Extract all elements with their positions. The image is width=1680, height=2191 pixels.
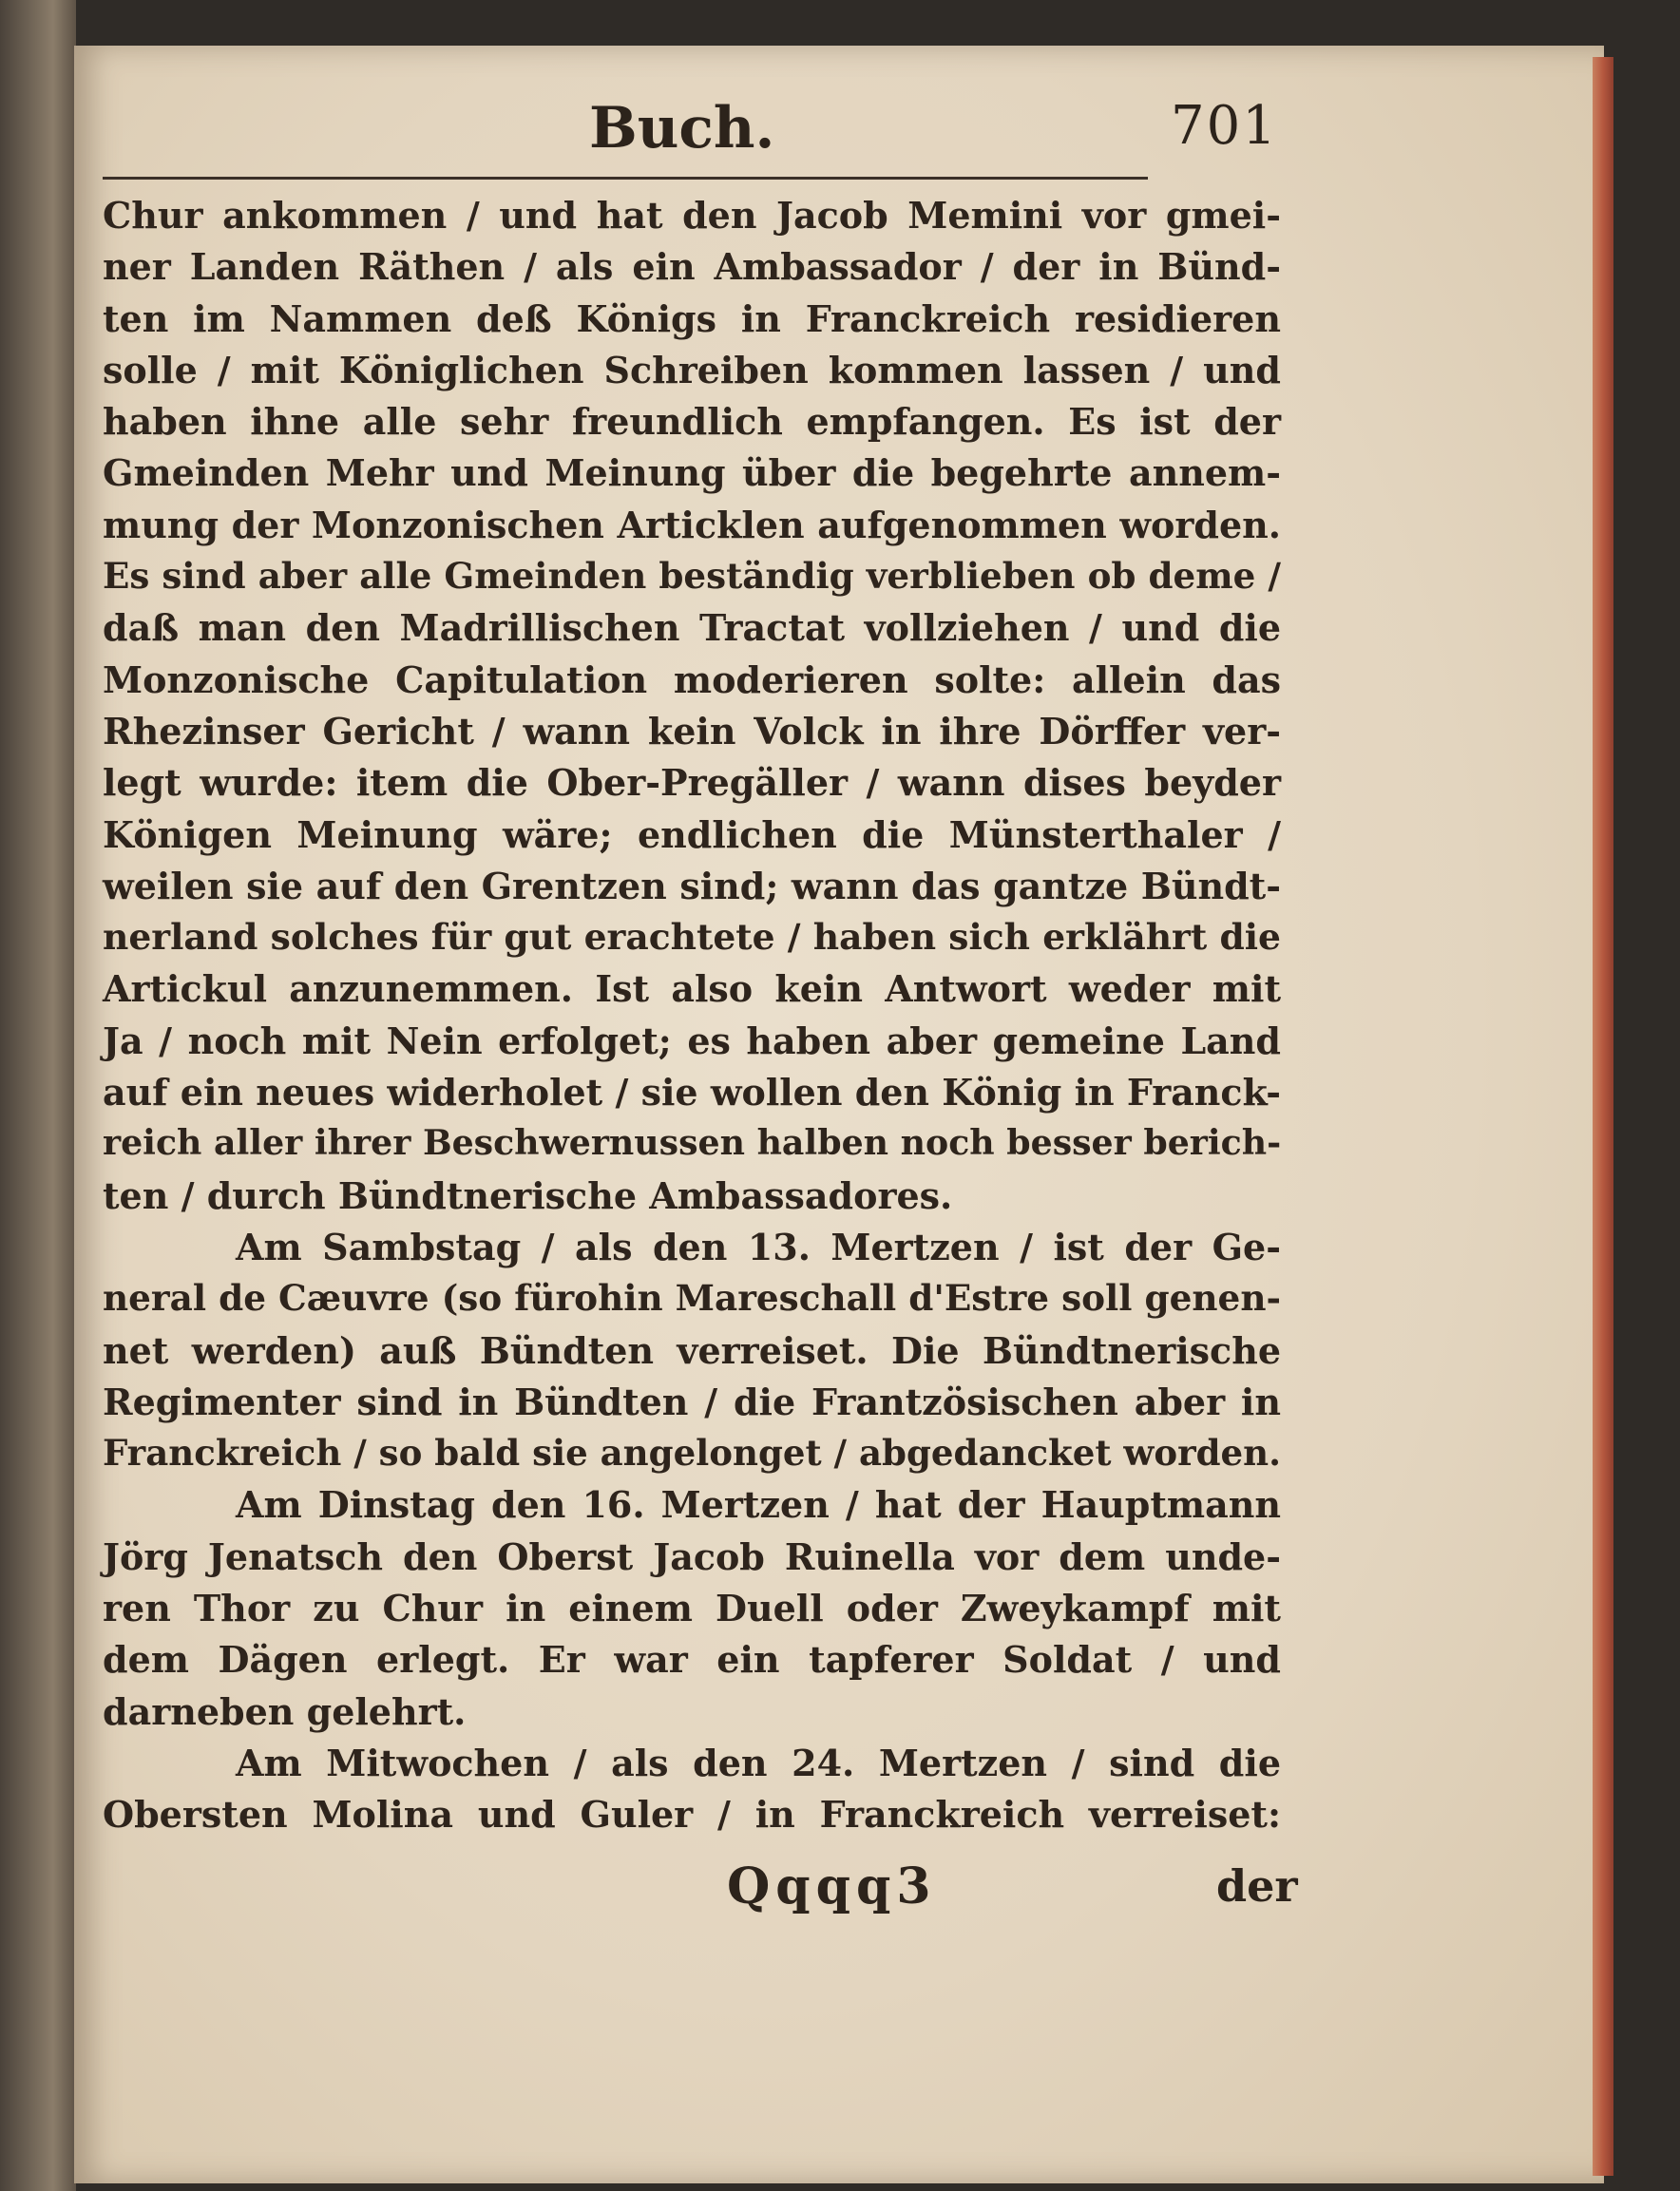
- header-rule: [103, 177, 1148, 180]
- running-head: Buch.: [589, 95, 775, 162]
- text-line: Monzonische Capitulation moderieren solte: allein das: [103, 657, 1281, 701]
- text-line: ren Thor zu Chur in einem Duell oder Zweykampf mit: [103, 1587, 1281, 1630]
- text-line: Es sind aber alle Gmeinden beständig verblieben ob deme /: [103, 555, 1281, 598]
- text-line: darneben gelehrt.: [103, 1689, 467, 1733]
- text-line: Königen Meinung wäre; endlichen die Münsterthaler /: [103, 812, 1281, 856]
- body-text: [103, 194, 1281, 1845]
- text-line: nerland solches für gut erachtete / haben sich erklährt die: [103, 916, 1281, 959]
- text-line: ner Landen Räthen / als ein Ambassador / der in Bünd-: [103, 245, 1281, 289]
- text-line: Ja / noch mit Nein erfolget; es haben aber gemeine Land: [103, 1019, 1281, 1062]
- text-line: Am Mitwochen / als den 24. Mertzen / sind die: [236, 1741, 1281, 1784]
- text-line: Obersten Molina und Guler / in Franckreich verreiset:: [103, 1793, 1281, 1837]
- text-line: Rhezinser Gericht / wann kein Volck in ihre Dörffer ver-: [103, 709, 1281, 753]
- text-line: legt wurde: item die Ober-Pregäller / wann dises beyder: [103, 761, 1281, 805]
- red-page-edge: [1593, 57, 1613, 2176]
- text-line: Regimenter sind in Bündten / die Frantzösischen aber in: [103, 1380, 1281, 1423]
- page-number: 701: [1171, 95, 1278, 157]
- text-line: net werden) auß Bündten verreiset. Die Bündtnerische: [103, 1328, 1281, 1372]
- text-line: Franckreich / so bald sie angelonget / abgedancket worden.: [103, 1432, 1282, 1475]
- text-line: Am Sambstag / als den 13. Mertzen / ist der Ge-: [236, 1225, 1281, 1268]
- text-line: solle / mit Königlichen Schreiben kommen lassen / und: [103, 348, 1281, 391]
- text-line: ten im Nammen deß Königs in Franckreich residieren: [103, 296, 1281, 340]
- text-line: dem Dägen erlegt. Er war ein tapferer Soldat / und: [103, 1638, 1281, 1682]
- text-line: reich aller ihrer Beschwernussen halben noch besser berich-: [103, 1122, 1282, 1164]
- text-line: Artickul anzunemmen. Ist also kein Antwort weder mit: [103, 967, 1281, 1011]
- catchword: der: [1216, 1860, 1298, 1912]
- text-line: Gmeinden Mehr und Meinung über die begehrte annem-: [103, 451, 1281, 495]
- text-line: haben ihne alle sehr freundlich empfangen. Es ist der: [103, 400, 1281, 444]
- text-line: ten / durch Bündtnerische Ambassadores.: [103, 1173, 953, 1217]
- text-line: Chur ankommen / und hat den Jacob Memini vor gmei-: [103, 194, 1281, 237]
- text-line: Am Dinstag den 16. Mertzen / hat der Hauptmann: [236, 1483, 1281, 1527]
- text-line: neral de Cæuvre (so fürohin Mareschall d'Estre soll genen-: [103, 1277, 1281, 1320]
- signature-mark: Qqqq3: [727, 1858, 937, 1915]
- text-line: auf ein neues widerholet / sie wollen den König in Franck-: [103, 1071, 1281, 1115]
- text-line: weilen sie auf den Grentzen sind; wann das gantze Bündt-: [103, 864, 1281, 907]
- facing-page-edge: [0, 0, 76, 2191]
- text-line: daß man den Madrillischen Tractat vollziehen / und die: [103, 606, 1281, 650]
- text-line: Jörg Jenatsch den Oberst Jacob Ruinella vor dem unde-: [103, 1534, 1281, 1578]
- text-line: mung der Monzonischen Articklen aufgenommen worden.: [103, 503, 1281, 546]
